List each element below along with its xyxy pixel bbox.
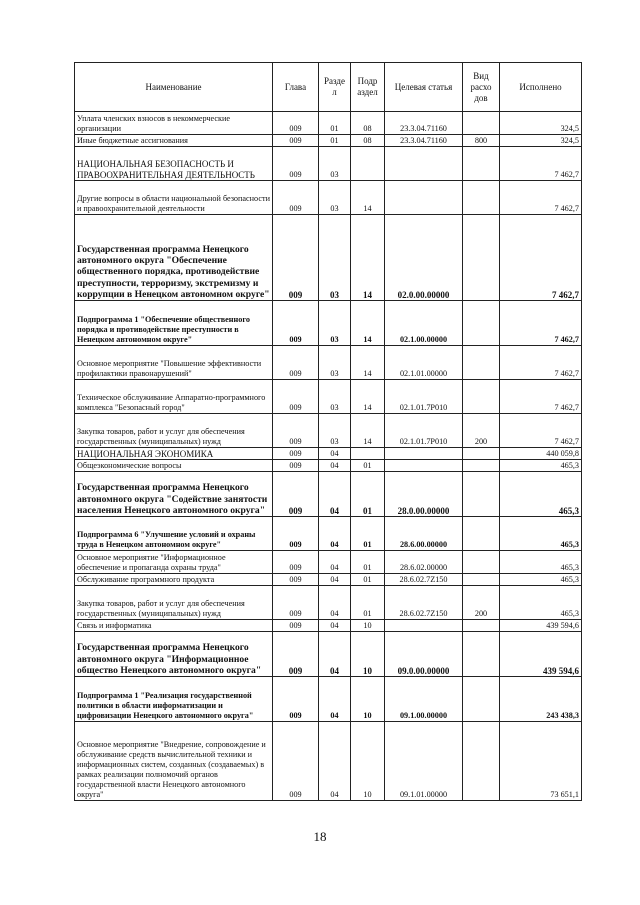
table-row <box>75 574 582 586</box>
row-value: 243 438,3 <box>500 677 582 722</box>
row-target: 09.1.01.00000 <box>385 722 463 801</box>
row-name: Подпрограмма 6 "Улучшение условий и охраны труда в Ненецком автономном округе" <box>75 517 273 551</box>
row-target: 28.6.02.7Z150 <box>385 574 463 586</box>
row-name: Основное мероприятие "Информационное обеспечение и пропаганда охраны труда" <box>75 551 273 574</box>
table-row <box>75 586 582 620</box>
row-podrazdel: 10 <box>351 620 385 632</box>
row-vid <box>463 574 500 586</box>
row-razdel: 04 <box>319 632 351 677</box>
row-podrazdel: 14 <box>351 380 385 414</box>
row-podrazdel: 14 <box>351 215 385 301</box>
row-name: Техническое обслуживание Аппаратно-программного комплекса "Безопасный город" <box>75 380 273 414</box>
row-target <box>385 620 463 632</box>
row-value: 7 462,7 <box>500 215 582 301</box>
row-target: 23.3.04.71160 <box>385 135 463 147</box>
row-value: 73 651,1 <box>500 722 582 801</box>
row-name: Другие вопросы в области национальной безопасности и правоохранительной деятельности <box>75 181 273 215</box>
row-target: 28.6.02.7Z150 <box>385 586 463 620</box>
table-row <box>75 722 582 801</box>
row-value: 439 594,6 <box>500 632 582 677</box>
row-glava: 009 <box>273 346 319 380</box>
row-name: Связь и информатика <box>75 620 273 632</box>
row-glava: 009 <box>273 215 319 301</box>
row-value: 7 462,7 <box>500 301 582 346</box>
row-razdel: 04 <box>319 677 351 722</box>
row-value: 440 059,8 <box>500 448 582 460</box>
row-vid <box>463 112 500 135</box>
header-target: Целевая статья <box>385 63 463 112</box>
row-value: 465,3 <box>500 472 582 517</box>
table-row <box>75 147 582 181</box>
row-value: 7 462,7 <box>500 181 582 215</box>
table-row <box>75 181 582 215</box>
row-glava: 009 <box>273 135 319 147</box>
row-target: 23.3.04.71160 <box>385 112 463 135</box>
row-glava: 009 <box>273 380 319 414</box>
row-name: Подпрограмма 1 "Обеспечение общественного порядка и противодействие преступности в Ненецком автономном округе" <box>75 301 273 346</box>
row-glava: 009 <box>273 620 319 632</box>
row-name: Уплата членских взносов в некоммерческие организации <box>75 112 273 135</box>
table-row <box>75 517 582 551</box>
row-podrazdel: 08 <box>351 112 385 135</box>
row-name: Подпрограмма 1 "Реализация государственной политики в области информатизации и цифровизации Ненецкого автономного округа" <box>75 677 273 722</box>
row-target: 09.1.00.00000 <box>385 677 463 722</box>
row-target: 28.6.00.00000 <box>385 517 463 551</box>
row-target: 02.1.01.00000 <box>385 346 463 380</box>
row-podrazdel: 01 <box>351 460 385 472</box>
row-target <box>385 448 463 460</box>
row-target: 28.0.00.00000 <box>385 472 463 517</box>
row-podrazdel: 14 <box>351 414 385 448</box>
row-vid <box>463 517 500 551</box>
row-glava: 009 <box>273 147 319 181</box>
table-row <box>75 551 582 574</box>
row-vid <box>463 472 500 517</box>
row-target: 28.6.02.00000 <box>385 551 463 574</box>
row-glava: 009 <box>273 414 319 448</box>
row-razdel: 04 <box>319 517 351 551</box>
table-row <box>75 620 582 632</box>
row-vid: 200 <box>463 414 500 448</box>
row-razdel: 03 <box>319 147 351 181</box>
row-glava: 009 <box>273 472 319 517</box>
row-podrazdel: 01 <box>351 517 385 551</box>
row-glava: 009 <box>273 586 319 620</box>
row-glava: 009 <box>273 448 319 460</box>
row-razdel: 03 <box>319 346 351 380</box>
row-glava: 009 <box>273 677 319 722</box>
row-glava: 009 <box>273 632 319 677</box>
header-glava: Глава <box>273 63 319 112</box>
row-name: Государственная программа Ненецкого автономного округа "Обеспечение общественного порядка, противодействие преступности, терроризму, экстремизму и коррупции в Ненецком автономном округе" <box>75 215 273 301</box>
row-value: 465,3 <box>500 586 582 620</box>
row-glava: 009 <box>273 460 319 472</box>
table-row <box>75 677 582 722</box>
row-vid <box>463 722 500 801</box>
row-vid <box>463 620 500 632</box>
row-razdel: 03 <box>319 215 351 301</box>
row-glava: 009 <box>273 551 319 574</box>
row-vid <box>463 380 500 414</box>
row-glava: 009 <box>273 112 319 135</box>
row-value: 324,5 <box>500 135 582 147</box>
row-podrazdel: 14 <box>351 346 385 380</box>
row-vid <box>463 448 500 460</box>
table-row <box>75 380 582 414</box>
row-vid <box>463 181 500 215</box>
row-razdel: 01 <box>319 135 351 147</box>
row-name: Государственная программа Ненецкого автономного округа "Содействие занятости населения Ненецкого автономного округа" <box>75 472 273 517</box>
table-row <box>75 460 582 472</box>
row-razdel: 03 <box>319 301 351 346</box>
row-target: 02.1.01.7Р010 <box>385 414 463 448</box>
table-row <box>75 632 582 677</box>
row-name: НАЦИОНАЛЬНАЯ ЭКОНОМИКА <box>75 448 273 460</box>
row-name: Закупка товаров, работ и услуг для обеспечения государственных (муниципальных) нужд <box>75 586 273 620</box>
row-target <box>385 147 463 181</box>
row-target <box>385 181 463 215</box>
row-vid <box>463 632 500 677</box>
row-razdel: 03 <box>319 181 351 215</box>
row-razdel: 04 <box>319 460 351 472</box>
row-podrazdel: 10 <box>351 632 385 677</box>
row-podrazdel <box>351 448 385 460</box>
table-row <box>75 135 582 147</box>
row-vid: 800 <box>463 135 500 147</box>
row-podrazdel: 01 <box>351 586 385 620</box>
row-value: 465,3 <box>500 574 582 586</box>
row-value: 7 462,7 <box>500 346 582 380</box>
row-podrazdel: 01 <box>351 574 385 586</box>
budget-table <box>74 62 582 801</box>
table-header-row <box>75 63 582 112</box>
row-target: 02.1.01.7Р010 <box>385 380 463 414</box>
row-vid <box>463 346 500 380</box>
row-name: Иные бюджетные ассигнования <box>75 135 273 147</box>
row-value: 439 594,6 <box>500 620 582 632</box>
row-podrazdel: 01 <box>351 551 385 574</box>
table-row <box>75 215 582 301</box>
row-name: Государственная программа Ненецкого автономного округа "Информационное общество Ненецкого автономного округа" <box>75 632 273 677</box>
row-vid <box>463 147 500 181</box>
row-name: Основное мероприятие "Повышение эффективности профилактики правонарушений" <box>75 346 273 380</box>
table-row <box>75 448 582 460</box>
row-razdel: 04 <box>319 586 351 620</box>
row-razdel: 03 <box>319 380 351 414</box>
row-name: Обслуживание программного продукта <box>75 574 273 586</box>
row-glava: 009 <box>273 181 319 215</box>
header-vid: Вид расхо дов <box>463 63 500 112</box>
row-value: 465,3 <box>500 551 582 574</box>
row-razdel: 04 <box>319 574 351 586</box>
row-podrazdel: 14 <box>351 301 385 346</box>
row-vid: 200 <box>463 586 500 620</box>
row-razdel: 03 <box>319 414 351 448</box>
row-target: 09.0.00.00000 <box>385 632 463 677</box>
row-podrazdel: 08 <box>351 135 385 147</box>
row-razdel: 04 <box>319 551 351 574</box>
table-row <box>75 346 582 380</box>
row-podrazdel <box>351 147 385 181</box>
row-glava: 009 <box>273 517 319 551</box>
row-value: 465,3 <box>500 460 582 472</box>
row-vid <box>463 301 500 346</box>
row-vid <box>463 460 500 472</box>
row-name: Основное мероприятие "Внедрение, сопровождение и обслуживание средств вычислительной техники и информационных систем, созданных (создаваемых) в рамках реализации полномочий органов государственной власти Ненецкого автономного округа" <box>75 722 273 801</box>
row-name: НАЦИОНАЛЬНАЯ БЕЗОПАСНОСТЬ И ПРАВООХРАНИТЕЛЬНАЯ ДЕЯТЕЛЬНОСТЬ <box>75 147 273 181</box>
table-row <box>75 301 582 346</box>
row-name: Общеэкономические вопросы <box>75 460 273 472</box>
table-body <box>75 112 582 801</box>
row-target: 02.0.00.00000 <box>385 215 463 301</box>
row-value: 324,5 <box>500 112 582 135</box>
table-row <box>75 414 582 448</box>
row-razdel: 04 <box>319 620 351 632</box>
row-razdel: 04 <box>319 472 351 517</box>
row-value: 7 462,7 <box>500 147 582 181</box>
row-podrazdel: 10 <box>351 677 385 722</box>
header-ispolneno: Исполнено <box>500 63 582 112</box>
row-razdel: 01 <box>319 112 351 135</box>
row-glava: 009 <box>273 574 319 586</box>
row-vid <box>463 215 500 301</box>
row-razdel: 04 <box>319 448 351 460</box>
row-target <box>385 460 463 472</box>
header-name: Наименование <box>75 63 273 112</box>
header-razdel: Разде л <box>319 63 351 112</box>
row-glava: 009 <box>273 722 319 801</box>
row-podrazdel: 14 <box>351 181 385 215</box>
row-podrazdel: 01 <box>351 472 385 517</box>
row-vid <box>463 551 500 574</box>
table-row <box>75 472 582 517</box>
row-value: 7 462,7 <box>500 380 582 414</box>
row-value: 465,3 <box>500 517 582 551</box>
table-row <box>75 112 582 135</box>
row-podrazdel: 10 <box>351 722 385 801</box>
page-number: 18 <box>313 829 327 844</box>
row-value: 7 462,7 <box>500 414 582 448</box>
row-name: Закупка товаров, работ и услуг для обеспечения государственных (муниципальных) нужд <box>75 414 273 448</box>
row-glava: 009 <box>273 301 319 346</box>
row-vid <box>463 677 500 722</box>
header-podrazdel: Подр аздел <box>351 63 385 112</box>
row-target: 02.1.00.00000 <box>385 301 463 346</box>
row-razdel: 04 <box>319 722 351 801</box>
